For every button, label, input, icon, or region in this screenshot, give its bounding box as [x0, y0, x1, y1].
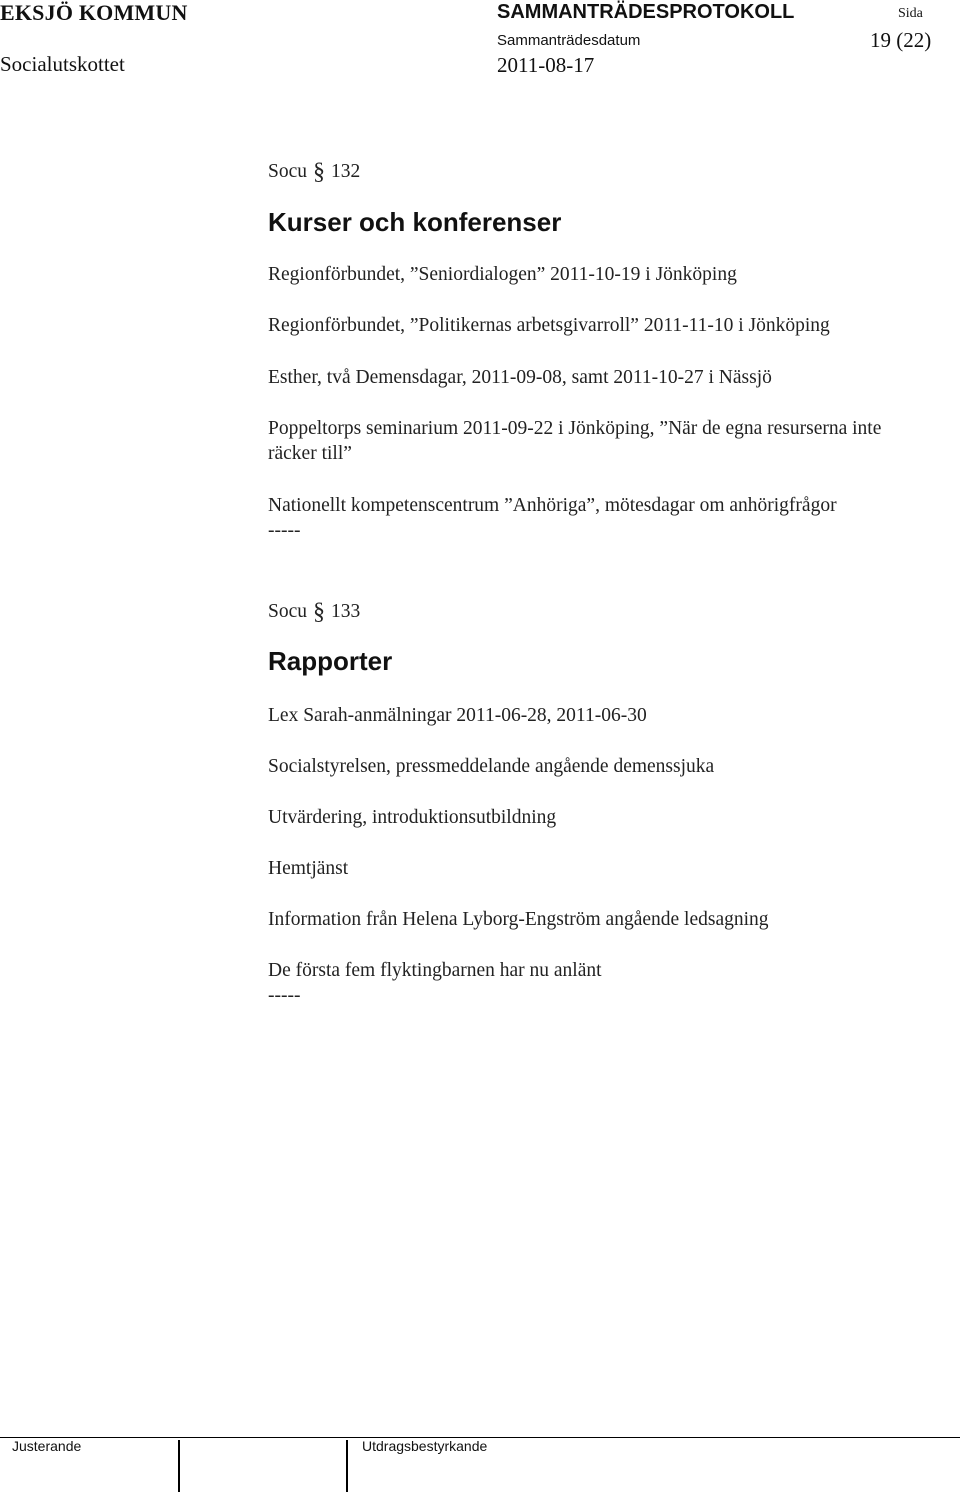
list-item: Lex Sarah-anmälningar 2011-06-28, 2011-06-30 [268, 705, 647, 726]
organization-name: EKSJÖ KOMMUN [0, 0, 188, 25]
paragraph-sign: § [313, 599, 325, 625]
section-ref-prefix: Socu [268, 161, 307, 182]
document-type: SAMMANTRÄDESPROTOKOLL [497, 1, 795, 23]
page-label: Sida [898, 6, 923, 21]
meeting-date: 2011-08-17 [497, 53, 595, 77]
meeting-date-label: Sammanträdesdatum [497, 32, 641, 49]
list-item: De första fem flyktingbarnen har nu anlänt [268, 960, 602, 981]
section-title-133: Rapporter [268, 646, 393, 676]
list-item: Poppeltorps seminarium 2011-09-22 i Jönköping, ”När de egna resurserna inte [268, 418, 882, 439]
list-item: Esther, två Demensdagar, 2011-09-08, samt 2011-10-27 i Nässjö [268, 367, 772, 388]
list-item: Utvärdering, introduktionsutbildning [268, 807, 557, 828]
page-number: 19 (22) [870, 28, 932, 52]
section-ref-number: 132 [331, 161, 361, 182]
paragraph-sign: § [313, 159, 325, 185]
list-item: Nationellt kompetenscentrum ”Anhöriga”, mötesdagar om anhörigfrågor [268, 495, 837, 516]
list-item: Socialstyrelsen, pressmeddelande angående demenssjuka [268, 756, 715, 777]
section-ref-132 [268, 157, 360, 184]
signature-box-divider [346, 1440, 348, 1492]
list-item: Regionförbundet, ”Politikernas arbetsgivarroll” 2011-11-10 i Jönköping [268, 315, 830, 336]
section-ref-number: 133 [331, 601, 361, 622]
section-end-marker: ----- [268, 985, 301, 1006]
justerande-label: Justerande [12, 1438, 82, 1454]
list-item: Information från Helena Lyborg-Engström angående ledsagning [268, 909, 769, 930]
section-title-132: Kurser och konferenser [268, 207, 562, 237]
section-end-marker: ----- [268, 520, 301, 541]
list-item: räcker till” [268, 443, 352, 464]
section-ref-133 [268, 597, 360, 624]
list-item: Hemtjänst [268, 858, 349, 879]
utdragsbestyrkande-label: Utdragsbestyrkande [362, 1438, 488, 1454]
committee-name: Socialutskottet [0, 52, 125, 76]
list-item: Regionförbundet, ”Seniordialogen” 2011-10-19 i Jönköping [268, 264, 737, 285]
signature-box-divider [178, 1440, 180, 1492]
section-ref-prefix: Socu [268, 601, 307, 622]
